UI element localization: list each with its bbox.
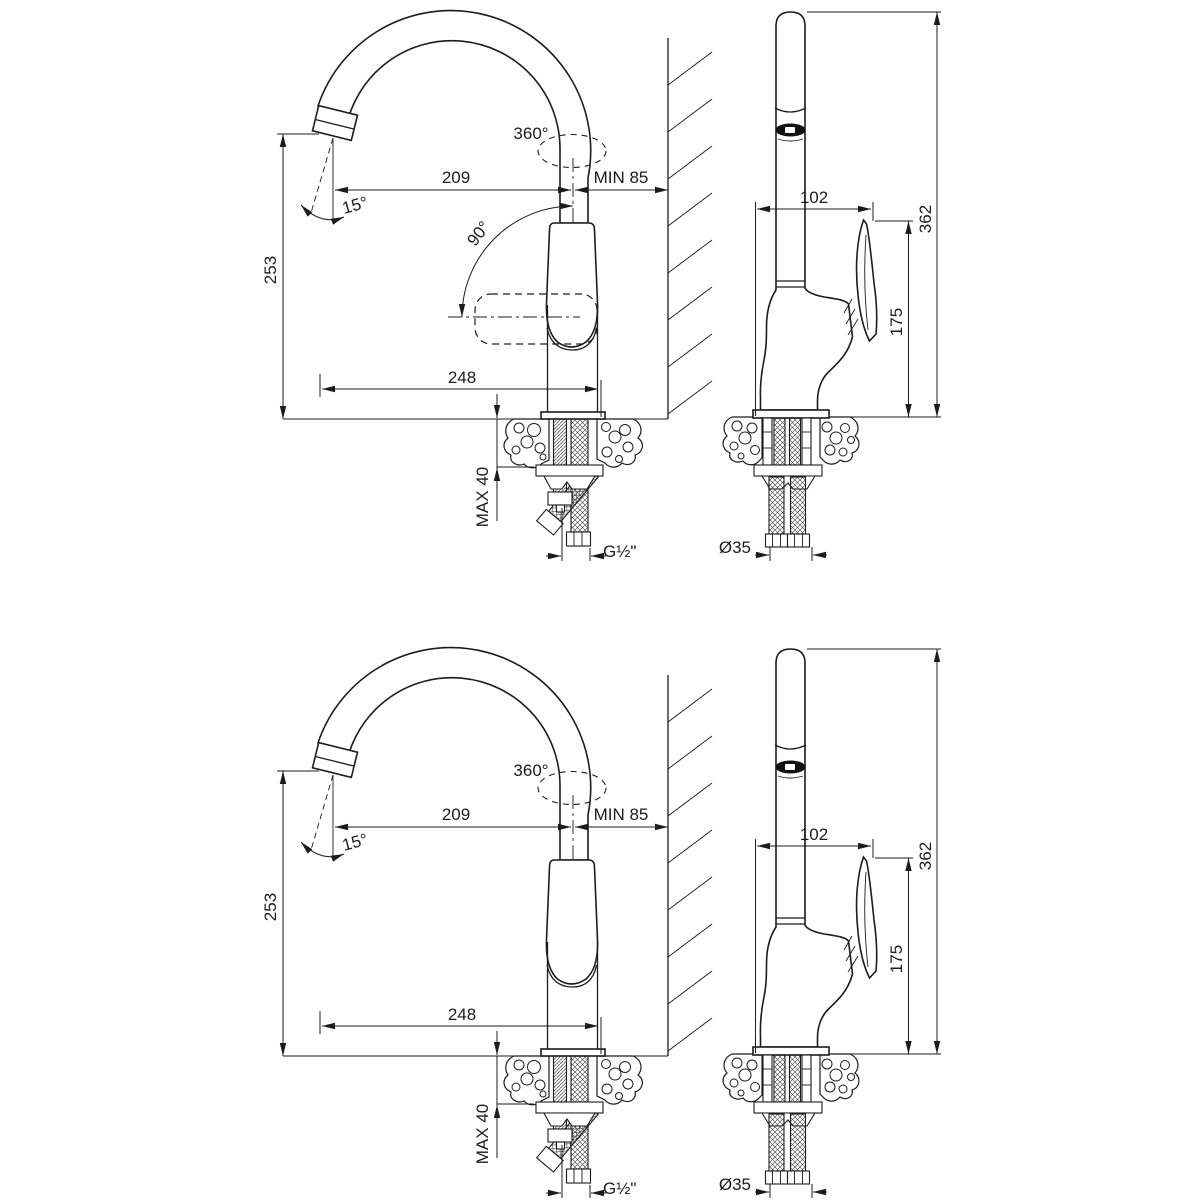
label-swivel-angle: 360° [513, 761, 549, 780]
label-swivel-angle: 360° [513, 124, 549, 143]
faucet-unit-top [277, 11, 941, 561]
label-hose-thread-size: G½" [603, 1179, 637, 1198]
label-spout-reach: 209 [441, 805, 471, 824]
label-spout-tilt-angle: 15° [340, 192, 370, 218]
label-mounting-hole-diameter: Ø35 [718, 538, 751, 557]
label-spout-height: 253 [261, 892, 280, 922]
drawing-bottom [261, 648, 941, 1198]
faucet-unit-bottom [277, 648, 941, 1198]
label-hose-thread-size: G½" [603, 542, 637, 561]
label-overall-reach: 248 [447, 1005, 477, 1024]
label-mounting-hole-diameter: Ø35 [718, 1175, 751, 1194]
label-spout-reach: 209 [441, 168, 471, 187]
label-max-mounting-thickness: MAX 40 [473, 1103, 492, 1165]
label-min-wall-clearance: MIN 85 [593, 168, 649, 187]
label-spout-offset: 102 [799, 188, 829, 207]
label-overall-reach: 248 [447, 368, 477, 387]
label-min-wall-clearance: MIN 85 [593, 805, 649, 824]
label-handle-rotation-angle: 90° [463, 217, 495, 250]
drawing-top [261, 11, 941, 561]
label-spout-tilt-angle: 15° [340, 829, 370, 855]
label-handle-top-height: 175 [887, 944, 906, 974]
label-spout-offset: 102 [799, 825, 829, 844]
label-overall-height: 362 [916, 204, 935, 234]
label-max-mounting-thickness: MAX 40 [473, 466, 492, 528]
label-overall-height: 362 [916, 841, 935, 871]
label-spout-height: 253 [261, 255, 280, 285]
label-handle-top-height: 175 [887, 307, 906, 337]
